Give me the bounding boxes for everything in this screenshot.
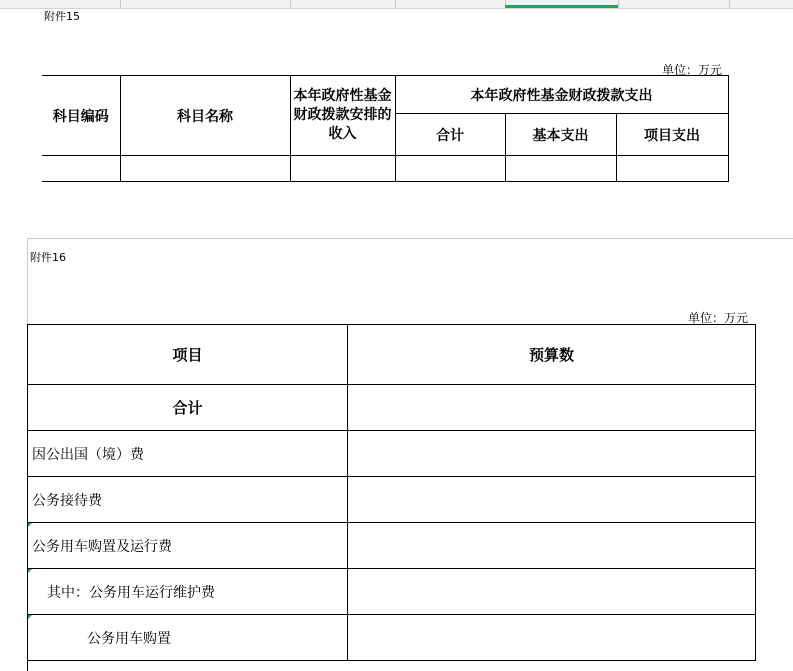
cell-comment-marker bbox=[28, 615, 32, 619]
row-vehicle-purchase-label: 公务用车购置 bbox=[28, 615, 348, 661]
annex16-unit: 单位：万元 bbox=[688, 311, 749, 325]
cell-code[interactable] bbox=[42, 156, 120, 182]
cell-comment-marker bbox=[28, 523, 32, 527]
cell-name[interactable] bbox=[120, 156, 290, 182]
header-budget: 预算数 bbox=[348, 325, 756, 385]
column-divider bbox=[729, 0, 730, 8]
annex15-table bbox=[42, 75, 729, 182]
header-subject-code: 科目编码 bbox=[42, 76, 120, 156]
header-project-expense: 项目支出 bbox=[616, 114, 728, 156]
annex15-label: 附件15 bbox=[44, 10, 80, 23]
row-vehicle-value[interactable] bbox=[348, 523, 756, 569]
annex15-unit: 单位：万元 bbox=[662, 63, 723, 77]
row-total-value[interactable] bbox=[348, 385, 756, 431]
grid-line bbox=[27, 660, 28, 671]
header-expense-group: 本年政府性基金财政拨款支出 bbox=[395, 76, 728, 114]
panel-border bbox=[27, 238, 793, 239]
sheet-column-strip bbox=[0, 0, 793, 9]
selected-column-indicator bbox=[505, 5, 618, 8]
header-income: 本年政府性基金财政拨款安排的收入 bbox=[290, 76, 395, 156]
header-basic-expense: 基本支出 bbox=[505, 114, 616, 156]
cell-total[interactable] bbox=[395, 156, 505, 182]
row-vehicle-maintenance-value[interactable] bbox=[348, 569, 756, 615]
header-subject-name: 科目名称 bbox=[120, 76, 290, 156]
column-divider bbox=[290, 0, 291, 8]
row-reception-label: 公务接待费 bbox=[28, 477, 348, 523]
annex16-table bbox=[27, 324, 756, 661]
column-divider bbox=[618, 0, 619, 8]
header-item: 项目 bbox=[28, 325, 348, 385]
row-reception-value[interactable] bbox=[348, 477, 756, 523]
cell-project[interactable] bbox=[616, 156, 728, 182]
header-total: 合计 bbox=[395, 114, 505, 156]
cell-income[interactable] bbox=[290, 156, 395, 182]
row-vehicle-purchase-value[interactable] bbox=[348, 615, 756, 661]
row-total-label: 合计 bbox=[28, 385, 348, 431]
cell-comment-marker bbox=[28, 569, 32, 573]
annex16-label: 附件16 bbox=[30, 251, 66, 264]
row-overseas-label: 因公出国（境）费 bbox=[28, 431, 348, 477]
row-vehicle-maintenance-label: 其中：公务用车运行维护费 bbox=[28, 569, 348, 615]
row-vehicle-label: 公务用车购置及运行费 bbox=[28, 523, 348, 569]
column-divider bbox=[120, 0, 121, 8]
row-overseas-value[interactable] bbox=[348, 431, 756, 477]
cell-basic[interactable] bbox=[505, 156, 616, 182]
column-divider bbox=[395, 0, 396, 8]
